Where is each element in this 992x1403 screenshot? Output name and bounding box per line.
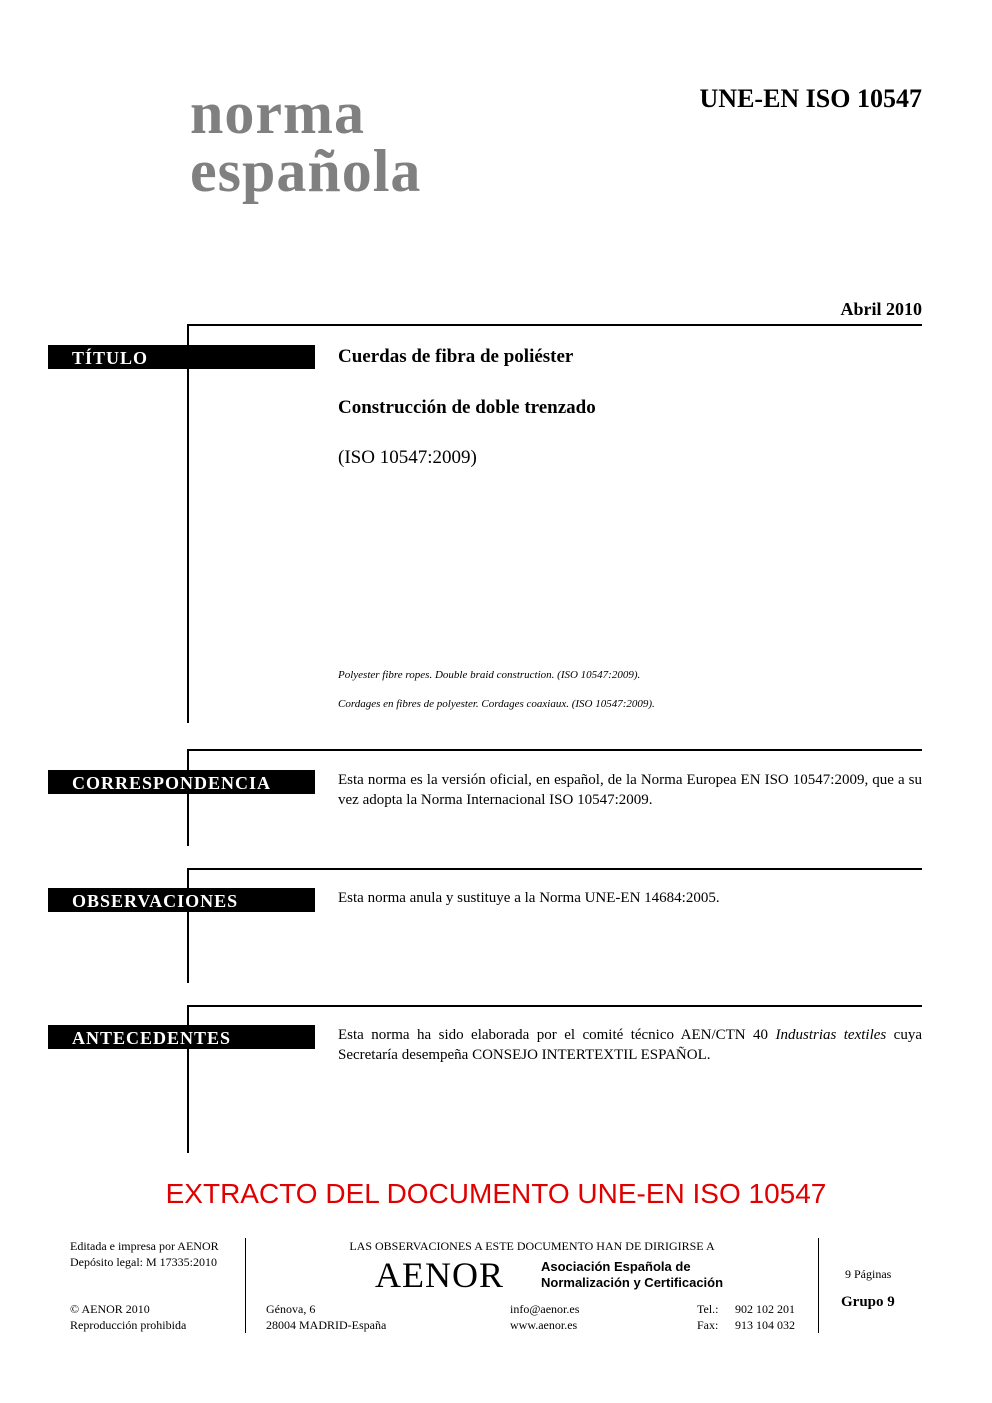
section-rule-correspondencia (187, 749, 922, 751)
footer-reproduction: Reproducción prohibida (70, 1318, 187, 1332)
title-english: Polyester fibre ropes. Double braid construction. (ISO 10547:2009). (338, 669, 641, 681)
antecedentes-text-start: Esta norma ha sido elaborada por el comité técnico AEN/CTN 40 (338, 1027, 776, 1043)
tel-number: 902 102 201 (735, 1302, 795, 1316)
correspondencia-text: Esta norma es la versión oficial, en español, de la Norma Europea EN ISO 10547:2009, que a su vez adopta la Norma Internacional ISO 10547:2009. (338, 772, 922, 808)
footer-contact (510, 1301, 579, 1333)
antecedentes-committee-name: Industrias textiles (775, 1027, 887, 1043)
brand-line-2: española (190, 138, 422, 204)
aenor-association-name (541, 1259, 723, 1291)
section-divider-observaciones (187, 868, 189, 983)
label-antecedentes: ANTECEDENTES (48, 1025, 315, 1049)
publication-date: Abril 2010 (840, 299, 922, 319)
page-count: 9 Páginas (845, 1267, 892, 1281)
title-sub: Construcción de doble trenzado (338, 397, 596, 418)
footer-deposit: Depósito legal: M 17335:2010 (70, 1255, 217, 1269)
address-city: 28004 MADRID-España (266, 1318, 387, 1332)
footer-rights (70, 1301, 186, 1333)
observaciones-text: Esta norma anula y sustituye a la Norma UNE-EN 14684:2005. (338, 890, 720, 906)
fax-label: Fax: (697, 1318, 719, 1332)
section-rule-titulo (187, 324, 922, 326)
extract-notice: EXTRACTO DEL DOCUMENTO UNE-EN ISO 10547 (165, 1178, 827, 1209)
footer-phone-labels (697, 1301, 719, 1333)
title-reference: (ISO 10547:2009) (338, 447, 477, 468)
tel-label: Tel.: (697, 1302, 719, 1316)
label-correspondencia: CORRESPONDENCIA (48, 770, 315, 794)
fax-number: 913 104 032 (735, 1318, 795, 1332)
label-observaciones: OBSERVACIONES (48, 888, 315, 912)
section-divider-correspondencia (187, 749, 189, 846)
title-main: Cuerdas de fibra de poliéster (338, 346, 574, 367)
footer-phone-numbers (735, 1301, 795, 1333)
footer-address (266, 1301, 386, 1333)
assoc-line-1: Asociación Española de (541, 1259, 691, 1274)
brand-line-1: norma (190, 80, 365, 146)
brand-title (190, 80, 422, 204)
footer-divider-right (818, 1238, 819, 1333)
footer-website[interactable]: www.aenor.es (510, 1318, 578, 1332)
antecedentes-text (338, 1025, 922, 1065)
antecedentes-text-end: cuya Secretaría desempeña CONSEJO INTERTEXTIL ESPAÑOL. (338, 1027, 922, 1063)
title-french: Cordages en fibres de polyester. Cordages coaxiaux. (ISO 10547:2009). (338, 698, 655, 710)
price-group: Grupo 9 (841, 1294, 895, 1310)
section-divider-titulo (187, 324, 189, 723)
footer-publisher (70, 1238, 219, 1270)
address-street: Génova, 6 (266, 1302, 316, 1316)
aenor-logo: AENOR (375, 1255, 504, 1295)
footer-observations-heading: LAS OBSERVACIONES A ESTE DOCUMENTO HAN DE DIRIGIRSE A (349, 1239, 715, 1253)
footer-copyright: © AENOR 2010 (70, 1302, 150, 1316)
footer-email[interactable]: info@aenor.es (510, 1302, 580, 1316)
section-rule-observaciones (187, 868, 922, 870)
footer-edited: Editada e impresa por AENOR (70, 1239, 219, 1253)
label-titulo: TÍTULO (48, 345, 315, 369)
assoc-line-2: Normalización y Certificación (541, 1275, 724, 1290)
document-id: UNE-EN ISO 10547 (699, 84, 922, 113)
section-rule-antecedentes (187, 1005, 922, 1007)
